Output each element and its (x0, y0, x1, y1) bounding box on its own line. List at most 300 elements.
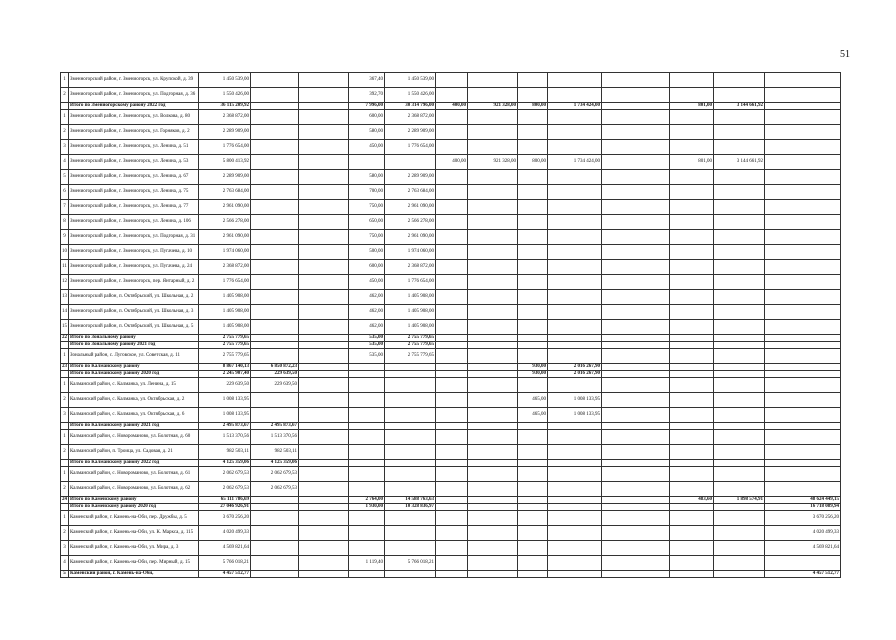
value-cell (602, 215, 670, 230)
value-cell: 1 008 133,95 (548, 408, 602, 423)
value-cell: 4 125 359,06 (199, 460, 251, 467)
value-cell (518, 467, 548, 482)
value-cell (468, 445, 518, 460)
value-cell (602, 170, 670, 185)
value-cell (518, 290, 548, 305)
value-cell (436, 245, 468, 260)
value-cell (299, 371, 349, 378)
table-row (61, 275, 841, 290)
value-cell (518, 378, 548, 393)
value-cell: 4 020 499,33 (765, 526, 841, 541)
value-cell: 1 734 424,00 (548, 155, 602, 170)
value-cell (468, 467, 518, 482)
value-cell (518, 125, 548, 140)
value-cell (385, 460, 436, 467)
value-cell (436, 275, 468, 290)
row-number: 12 (61, 275, 69, 290)
value-cell (349, 423, 385, 430)
value-cell: 16 718 089,94 (765, 504, 841, 511)
value-cell (468, 125, 518, 140)
value-cell (714, 541, 765, 556)
value-cell (299, 290, 349, 305)
value-cell: 3 144 661,92 (714, 103, 765, 110)
value-cell: 600,00 (349, 110, 385, 125)
value-cell (670, 185, 714, 200)
value-cell (251, 200, 299, 215)
summary-row (61, 103, 841, 110)
value-cell (670, 371, 714, 378)
value-cell: 1 405 908,00 (199, 305, 251, 320)
value-cell (299, 378, 349, 393)
address-cell: Итого по Зональному району (69, 335, 199, 342)
value-cell (714, 200, 765, 215)
value-cell: 2 495 873,67 (251, 423, 299, 430)
value-cell (299, 230, 349, 245)
value-cell (251, 125, 299, 140)
value-cell (518, 215, 548, 230)
value-cell: 800,00 (518, 155, 548, 170)
value-cell (714, 430, 765, 445)
address-cell: Зменногорский район, г. Змениогорск, ул. Крупской, д. 39 (69, 73, 199, 88)
value-cell (765, 170, 841, 185)
value-cell (468, 556, 518, 571)
table-row (61, 290, 841, 305)
value-cell (468, 423, 518, 430)
value-cell (670, 445, 714, 460)
value-cell: 1 450 539,00 (199, 73, 251, 88)
value-cell (765, 482, 841, 497)
value-cell (251, 497, 299, 504)
value-cell (349, 541, 385, 556)
value-cell: 1 776 654,00 (385, 140, 436, 155)
summary-row (61, 497, 841, 504)
value-cell (548, 125, 602, 140)
value-cell: 1 776 654,00 (199, 140, 251, 155)
value-cell (518, 460, 548, 467)
value-cell (518, 430, 548, 445)
table-row (61, 73, 841, 88)
value-cell (518, 445, 548, 460)
value-cell: 27 046 926,91 (199, 504, 251, 511)
value-cell (670, 349, 714, 364)
value-cell (670, 290, 714, 305)
value-cell (299, 155, 349, 170)
value-cell (714, 170, 765, 185)
row-number: 3 (61, 541, 69, 556)
value-cell (670, 305, 714, 320)
value-cell (714, 393, 765, 408)
value-cell: 2 755 779,65 (385, 349, 436, 364)
row-number: 7 (61, 200, 69, 215)
value-cell (299, 482, 349, 497)
row-number: 2 (61, 88, 69, 103)
value-cell (468, 200, 518, 215)
address-cell: Каменский район, г. Камень-на-Оби, пер. Мирный, д. 15 (69, 556, 199, 571)
value-cell (714, 445, 765, 460)
value-cell (670, 408, 714, 423)
value-cell (385, 393, 436, 408)
value-cell (518, 497, 548, 504)
table-row (61, 320, 841, 335)
value-cell (436, 526, 468, 541)
address-cell: Змениогорский район, г. Змениогорск, ул. Ленина, д. 53 (69, 155, 199, 170)
table-row (61, 215, 841, 230)
value-cell (765, 110, 841, 125)
value-cell (436, 305, 468, 320)
value-cell (714, 378, 765, 393)
row-number: 23 (62, 364, 67, 370)
row-number: 15 (61, 320, 69, 335)
value-cell: 229 639,50 (251, 378, 299, 393)
value-cell (714, 215, 765, 230)
value-cell (670, 245, 714, 260)
value-cell (299, 320, 349, 335)
table-row (61, 110, 841, 125)
value-cell (714, 408, 765, 423)
value-cell (765, 430, 841, 445)
value-cell (299, 215, 349, 230)
value-cell (714, 335, 765, 342)
table-row (61, 125, 841, 140)
value-cell (468, 290, 518, 305)
value-cell: 2 755 779,65 (199, 342, 251, 349)
value-cell (714, 460, 765, 467)
value-cell (385, 541, 436, 556)
value-cell (765, 103, 841, 110)
address-cell: Калманский район, с. Калманка, ул. Октябрьская, д. 2 (69, 393, 199, 408)
value-cell (765, 125, 841, 140)
value-cell (349, 571, 385, 578)
row-number: 11 (61, 260, 69, 275)
value-cell (548, 320, 602, 335)
value-cell (765, 305, 841, 320)
value-cell (385, 511, 436, 526)
value-cell (251, 230, 299, 245)
value-cell (299, 511, 349, 526)
address-cell: Каменский район, г. Камень-на-Оби, (69, 571, 199, 578)
value-cell: 1 119,40 (349, 556, 385, 571)
value-cell (602, 125, 670, 140)
value-cell (299, 305, 349, 320)
value-cell: 700,00 (349, 185, 385, 200)
value-cell (548, 230, 602, 245)
value-cell (548, 88, 602, 103)
value-cell (385, 408, 436, 423)
value-cell (299, 497, 349, 504)
value-cell (602, 378, 670, 393)
value-cell (468, 541, 518, 556)
value-cell (548, 526, 602, 541)
value-cell (251, 185, 299, 200)
value-cell (436, 482, 468, 497)
value-cell (349, 460, 385, 467)
value-cell (602, 200, 670, 215)
value-cell (436, 445, 468, 460)
address-cell: Змениогорский район, г. Змениогорск, ул. Ленина, д. 51 (69, 140, 199, 155)
value-cell (468, 497, 518, 504)
value-cell: 982 503,11 (251, 445, 299, 460)
table-row (61, 260, 841, 275)
value-cell (385, 445, 436, 460)
value-cell: 580,00 (349, 170, 385, 185)
table-row (61, 467, 841, 482)
value-cell: 1 405 908,00 (199, 290, 251, 305)
value-cell: 800,00 (518, 103, 548, 110)
value-cell (299, 125, 349, 140)
table-row (61, 230, 841, 245)
value-cell: 462,00 (349, 305, 385, 320)
value-cell (765, 185, 841, 200)
value-cell (518, 170, 548, 185)
value-cell: 1 898 574,91 (714, 497, 765, 504)
row-number: 3 (61, 140, 69, 155)
value-cell (714, 245, 765, 260)
value-cell: 3 144 661,92 (714, 155, 765, 170)
row-number: 4 (61, 155, 69, 170)
value-cell: 48 624 449,15 (765, 497, 841, 504)
value-cell (436, 378, 468, 393)
value-cell (436, 88, 468, 103)
summary-row (61, 423, 841, 430)
value-cell (436, 230, 468, 245)
summary-row (61, 364, 841, 371)
value-cell: 2 062 679,53 (199, 482, 251, 497)
value-cell (518, 88, 548, 103)
value-cell (251, 245, 299, 260)
value-cell (299, 88, 349, 103)
value-cell (714, 467, 765, 482)
page-number: 51 (840, 49, 850, 60)
value-cell (548, 342, 602, 349)
value-cell (602, 305, 670, 320)
value-cell (765, 320, 841, 335)
value-cell: 400,00 (436, 103, 468, 110)
summary-row (61, 571, 841, 578)
value-cell: 1 008 133,95 (199, 408, 251, 423)
value-cell: 5 800 413,92 (199, 155, 251, 170)
value-cell (518, 556, 548, 571)
value-cell (548, 482, 602, 497)
value-cell: 750,00 (349, 200, 385, 215)
value-cell (468, 504, 518, 511)
value-cell (714, 290, 765, 305)
value-cell (436, 125, 468, 140)
address-cell: Итого по Калманскому району 2020 год (69, 371, 199, 378)
value-cell: 465,00 (518, 408, 548, 423)
value-cell: 930,00 (518, 364, 548, 371)
value-cell (548, 571, 602, 578)
row-number: 1 (61, 73, 69, 88)
value-cell (670, 335, 714, 342)
value-cell (602, 371, 670, 378)
value-cell (468, 430, 518, 445)
value-cell (602, 423, 670, 430)
value-cell (670, 460, 714, 467)
row-number: 10 (61, 245, 69, 260)
value-cell (251, 511, 299, 526)
value-cell (518, 511, 548, 526)
value-cell (765, 245, 841, 260)
row-number: 1 (61, 378, 69, 393)
summary-row (61, 460, 841, 467)
value-cell: 930,00 (518, 371, 548, 378)
value-cell (602, 504, 670, 511)
value-cell (468, 245, 518, 260)
value-cell (349, 430, 385, 445)
value-cell: 4 125 359,06 (251, 460, 299, 467)
row-number: 6 (61, 185, 69, 200)
value-cell (548, 504, 602, 511)
row-number: 1 (61, 467, 69, 482)
value-cell (765, 408, 841, 423)
value-cell (299, 170, 349, 185)
value-cell (765, 460, 841, 467)
value-cell: 2 566 278,00 (385, 215, 436, 230)
value-cell (548, 497, 602, 504)
value-cell (251, 215, 299, 230)
value-cell (670, 364, 714, 371)
value-cell (251, 571, 299, 578)
value-cell: 6 850 872,23 (251, 364, 299, 371)
value-cell (765, 445, 841, 460)
value-cell (349, 526, 385, 541)
value-cell (385, 526, 436, 541)
row-number: 8 (61, 215, 69, 230)
value-cell (602, 260, 670, 275)
value-cell (602, 556, 670, 571)
value-cell (385, 482, 436, 497)
value-cell (602, 320, 670, 335)
value-cell: 2 368 872,00 (385, 110, 436, 125)
address-cell: Змениогорский район, г. Змениогорск, пер. Янтарный, д. 2 (69, 275, 199, 290)
value-cell: 2 566 278,00 (199, 215, 251, 230)
value-cell (436, 541, 468, 556)
value-cell (714, 73, 765, 88)
value-cell (765, 155, 841, 170)
value-cell (468, 140, 518, 155)
value-cell (518, 423, 548, 430)
value-cell (670, 511, 714, 526)
value-cell (251, 320, 299, 335)
value-cell (349, 467, 385, 482)
value-cell (602, 497, 670, 504)
value-cell (765, 393, 841, 408)
value-cell: 2 062 679,53 (199, 467, 251, 482)
value-cell: 982 503,11 (199, 445, 251, 460)
value-cell: 2 961 090,00 (199, 200, 251, 215)
value-cell (602, 110, 670, 125)
value-cell: 2 368 872,00 (385, 260, 436, 275)
table-row (61, 378, 841, 393)
value-cell (518, 230, 548, 245)
value-cell (251, 556, 299, 571)
value-cell: 229 639,50 (251, 371, 299, 378)
value-cell (714, 88, 765, 103)
value-cell (385, 430, 436, 445)
value-cell (349, 378, 385, 393)
value-cell: 4 569 821,64 (765, 541, 841, 556)
value-cell: 65 111 786,69 (199, 497, 251, 504)
value-cell (436, 423, 468, 430)
table-row (61, 541, 841, 556)
value-cell (518, 526, 548, 541)
address-cell: Каменский район, г. Камень-на-Оби, пер. Дружбы, д. 5 (69, 511, 199, 526)
value-cell (714, 423, 765, 430)
row-number: 5 (61, 571, 69, 578)
value-cell (602, 185, 670, 200)
value-cell: 1 974 060,00 (199, 245, 251, 260)
value-cell (299, 73, 349, 88)
value-cell: 1 734 424,00 (548, 103, 602, 110)
value-cell: 801,00 (670, 103, 714, 110)
value-cell (436, 335, 468, 342)
value-cell (548, 260, 602, 275)
value-cell (602, 342, 670, 349)
value-cell: 1 405 908,00 (385, 320, 436, 335)
value-cell: 1 930,00 (349, 504, 385, 511)
value-cell (714, 504, 765, 511)
row-number: 5 (61, 170, 69, 185)
value-cell (670, 88, 714, 103)
value-cell (670, 430, 714, 445)
table-row (61, 170, 841, 185)
address-cell: Змениогорский район, п. Октябрьский, ул. Школьная, д. 2 (69, 290, 199, 305)
address-cell: Змениогорский район, г. Змениогорск, ул. Ленина, д. 77 (69, 200, 199, 215)
value-cell (602, 430, 670, 445)
value-cell: 3 670 256,20 (765, 511, 841, 526)
value-cell (765, 215, 841, 230)
value-cell (602, 155, 670, 170)
value-cell (436, 290, 468, 305)
value-cell (670, 110, 714, 125)
value-cell (548, 215, 602, 230)
summary-row (61, 371, 841, 378)
value-cell (670, 541, 714, 556)
value-cell (251, 170, 299, 185)
value-cell: 10 328 836,97 (385, 504, 436, 511)
value-cell (518, 541, 548, 556)
value-cell: 2 755 779,65 (385, 335, 436, 342)
address-cell: Каменский район, г. Камень-на-Оби, ул. К. Маркса, д. 115 (69, 526, 199, 541)
value-cell (765, 349, 841, 364)
table-row (61, 445, 841, 460)
address-cell: Калманский район, с. Калманка, ул. Октябрьская, д. 6 (69, 408, 199, 423)
value-cell (548, 110, 602, 125)
value-cell: 2 062 679,53 (251, 467, 299, 482)
value-cell: 4 020 499,33 (199, 526, 251, 541)
value-cell (468, 110, 518, 125)
value-cell: 600,00 (349, 260, 385, 275)
value-cell: 2 763 684,00 (199, 185, 251, 200)
value-cell (518, 185, 548, 200)
table-row (61, 185, 841, 200)
value-cell (349, 364, 385, 371)
table-row (61, 155, 841, 170)
value-cell: 2 289 909,00 (385, 170, 436, 185)
value-cell (602, 526, 670, 541)
address-cell: Итого по Змениогорскому району 2022 год (69, 103, 199, 110)
value-cell (436, 504, 468, 511)
row-number: 2 (61, 526, 69, 541)
value-cell (765, 556, 841, 571)
value-cell (714, 230, 765, 245)
address-cell: Калманский район, с. Новороманово, ул. Болотная, д. 61 (69, 467, 199, 482)
row-number: 2 (61, 445, 69, 460)
value-cell: 650,00 (349, 215, 385, 230)
value-cell (602, 460, 670, 467)
value-cell (468, 526, 518, 541)
value-cell (518, 349, 548, 364)
